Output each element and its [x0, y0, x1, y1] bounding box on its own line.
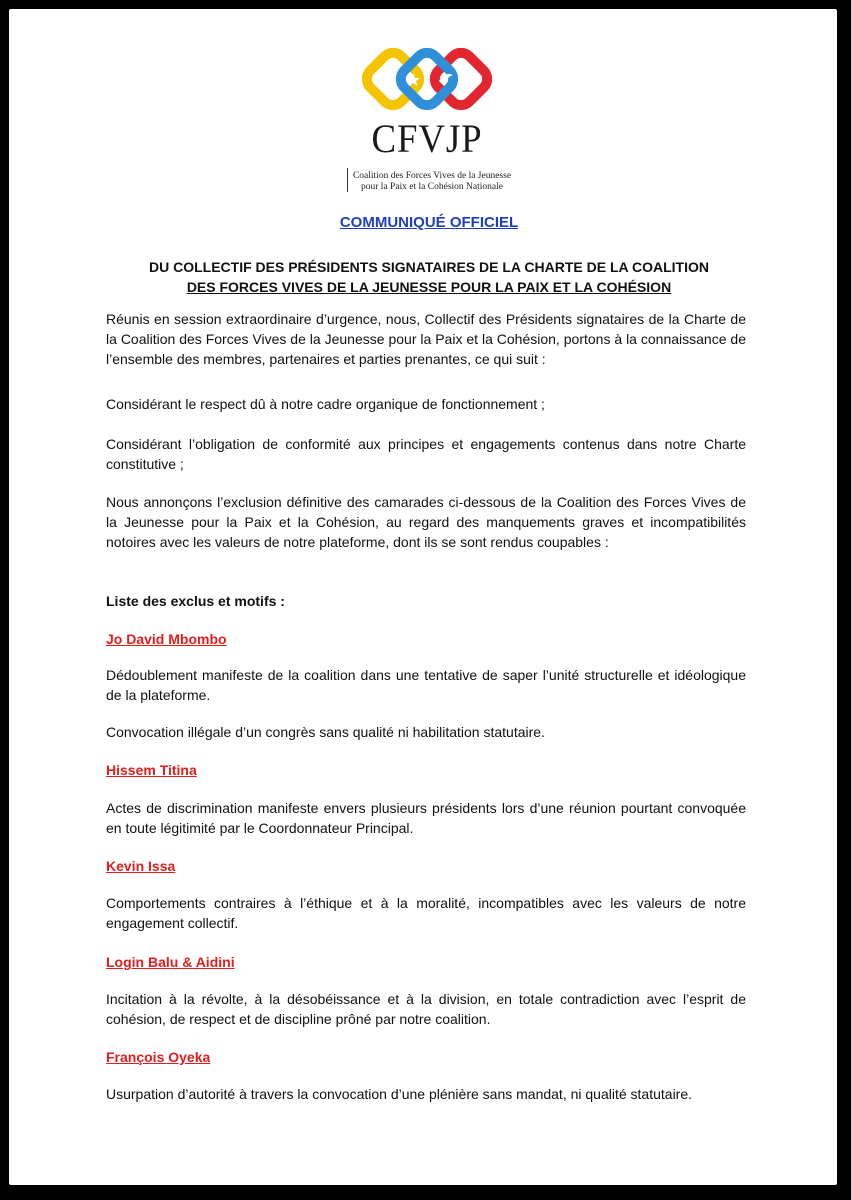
- logo-tagline: [347, 171, 517, 193]
- list-heading: Liste des exclus et motifs :: [106, 593, 285, 609]
- cfvjp-logo: [307, 43, 547, 203]
- subtitle-line1: DU COLLECTIF DES PRÉSIDENTS SIGNATAIRES DE LA CHARTE DE LA COALITION: [148, 259, 709, 275]
- subtitle-line2: DES FORCES VIVES DE LA JEUNESSE POUR LA PAIX ET LA COHÉSION: [186, 279, 672, 295]
- exclusion-reason: Dédoublement manifeste de la coalition dans une tentative de saper l’unité structurelle et idéologique de la plateforme.: [106, 667, 746, 703]
- exclusion-reason: Convocation illégale d’un congrès sans qualité ni habilitation statutaire.: [106, 724, 545, 740]
- exclusion-reason: Comportements contraires à l’éthique et à la moralité, incompatibles avec les valeurs de notre engagement collectif.: [106, 895, 746, 931]
- excluded-name: Jo David Mbombo: [106, 631, 227, 647]
- intro-paragraph: Réunis en session extraordinaire d’urgence, nous, Collectif des Présidents signataires de la Charte de la Coalition des Forces Vives de la Jeunesse pour la Paix et la Cohésion, portons à la connaissance de l’ensemble des membres, partenaires et parties prenantes, ce qui suit :: [106, 311, 746, 367]
- logo-acronym: CFVJP: [371, 116, 483, 161]
- exclusion-reason: Incitation à la révolte, à la désobéissance et à la division, en totale contradiction avec l’esprit de cohésion, de respect et de discipline prôné par notre coalition.: [106, 991, 746, 1027]
- excluded-name: Hissem Titina: [106, 762, 197, 778]
- exclusion-reason: Usurpation d’autorité à travers la convocation d’une plénière sans mandat, ni qualité statutaire.: [106, 1086, 693, 1102]
- excluded-name: François Oyeka: [106, 1049, 211, 1065]
- logo-tagline-line1: Coalition des Forces Vives de la Jeunesse: [352, 171, 512, 181]
- considering-paragraph-2: Considérant l’obligation de conformité aux principes et engagements contenus dans notre Charte constitutive ;: [106, 436, 746, 472]
- exclusion-reason: Actes de discrimination manifeste envers plusieurs présidents lors d’une réunion pourtant convoquée en toute légitimité par le Coordonnateur Principal.: [106, 800, 746, 836]
- excluded-name: Login Balu & Aidini: [106, 954, 235, 970]
- excluded-name: Kevin Issa: [106, 858, 176, 874]
- considering-paragraph-1: Considérant le respect dû à notre cadre organique de fonctionnement ;: [106, 396, 545, 412]
- logo-tagline-line2: pour la Paix et la Cohésion Nationale: [361, 182, 503, 192]
- document-subtitle: [106, 257, 752, 297]
- interlocking-rings-icon: [357, 43, 497, 115]
- document-title: COMMUNIQUÉ OFFICIEL: [339, 214, 519, 231]
- document-page: [9, 9, 837, 1185]
- announcement-paragraph: Nous annonçons l’exclusion définitive des camarades ci-dessous de la Coalition des Forces Vives de la Jeunesse pour la Paix et la Cohésion, au regard des manquements graves et incompatibilités notoires avec les valeurs de notre plateforme, dont ils se sont rendus coupables :: [106, 494, 746, 550]
